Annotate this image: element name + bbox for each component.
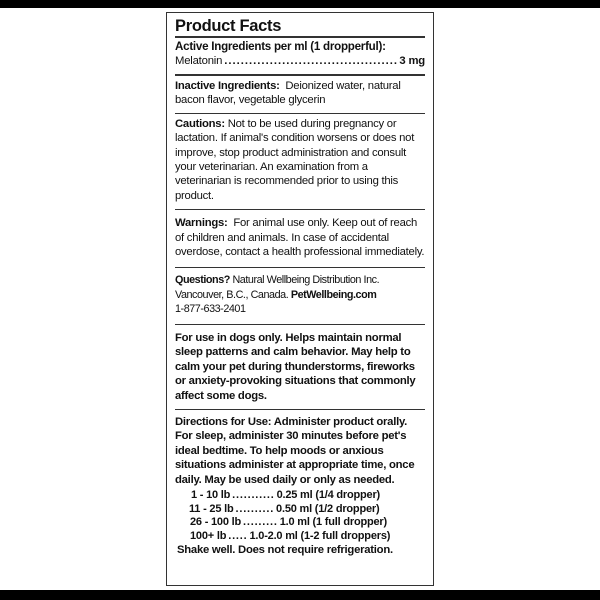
cautions-section: [175, 114, 425, 209]
phone-number: 1-877-633-2401: [175, 303, 246, 316]
inactive-ingredients-text: Deionized water, natural bacon flavor, vegetable glycerin: [175, 80, 401, 107]
dosage-row: [185, 516, 425, 530]
dosage-weight: 11 - 25 lb: [189, 502, 234, 515]
leader-dots: ...........: [232, 489, 275, 502]
dosage-row: [185, 503, 425, 517]
dosage-amount: 1.0-2.0 ml (1-2 full droppers): [249, 529, 391, 542]
company-location: Vancouver, B.C., Canada.: [175, 288, 289, 301]
dosage-amount: 0.25 ml (1/4 dropper): [276, 489, 380, 502]
directions-text: Directions for Use: Administer product orally. For sleep, administer 30 minutes before pet's ideal bedtime. To help moods or anxious situations administer at appropriate time, once daily. May be used daily or only as needed.: [175, 416, 415, 486]
ingredient-row: [175, 54, 425, 74]
company-name: Natural Wellbeing Distribution Inc.: [232, 274, 380, 287]
leader-dots: .....: [228, 529, 248, 542]
questions-heading: Questions?: [175, 274, 230, 287]
active-ingredients-section: [175, 39, 425, 74]
usage-text: For use in dogs only. Helps maintain normal sleep patterns and calm behavior. May help to calm your pet during thunderstorms, fireworks or anxiety-provoking situations that commonly affect some dogs.: [175, 331, 416, 402]
warnings-section: [175, 210, 425, 267]
top-black-band: [0, 0, 600, 8]
usage-section: [175, 325, 425, 409]
dosage-weight: 1 - 10 lb: [191, 489, 231, 502]
dosage-row: [185, 489, 425, 503]
website-link[interactable]: PetWellbeing.com: [290, 288, 377, 301]
bottom-black-band: [0, 590, 600, 600]
warnings-text: For animal use only. Keep out of reach of children and animals. In case of accidental overdose, contact a health professional immediately.: [175, 217, 425, 259]
warnings-heading: Warnings:: [175, 217, 228, 230]
ingredient-name: Melatonin: [175, 55, 223, 67]
cautions-text: Not to be used during pregnancy or lactation. If animal's condition worsens or does not improve, stop product administration and consult your veterinarian. An examination from a veterinarian is recommended prior to using this product.: [175, 117, 415, 202]
dosage-weight: 26 - 100 lb: [190, 516, 241, 529]
product-facts-label: [166, 12, 434, 586]
inactive-ingredients-section: [175, 76, 425, 113]
leader-dots: ..........: [235, 502, 275, 515]
directions-section: [175, 410, 425, 557]
dosage-weight: 100+ lb: [190, 529, 227, 542]
ingredient-amount: 3 mg: [399, 55, 425, 67]
dosage-amount: 0.50 ml (1/2 dropper): [276, 502, 380, 515]
cautions-heading: Cautions:: [175, 117, 225, 130]
dosage-amount: 1.0 ml (1 full dropper): [279, 516, 387, 529]
active-ingredients-heading: Active Ingredients per ml (1 dropperful):: [175, 40, 386, 53]
divider: [175, 36, 425, 38]
inactive-ingredients-heading: Inactive Ingredients:: [175, 80, 280, 92]
storage-note: Shake well. Does not require refrigeration.: [177, 544, 393, 557]
questions-section: [175, 268, 425, 324]
dosage-table: [185, 489, 425, 543]
label-title: Product Facts: [175, 17, 282, 35]
leader-dots: [224, 54, 397, 68]
dosage-row: [185, 530, 425, 544]
leader-dots: .........: [243, 516, 278, 529]
